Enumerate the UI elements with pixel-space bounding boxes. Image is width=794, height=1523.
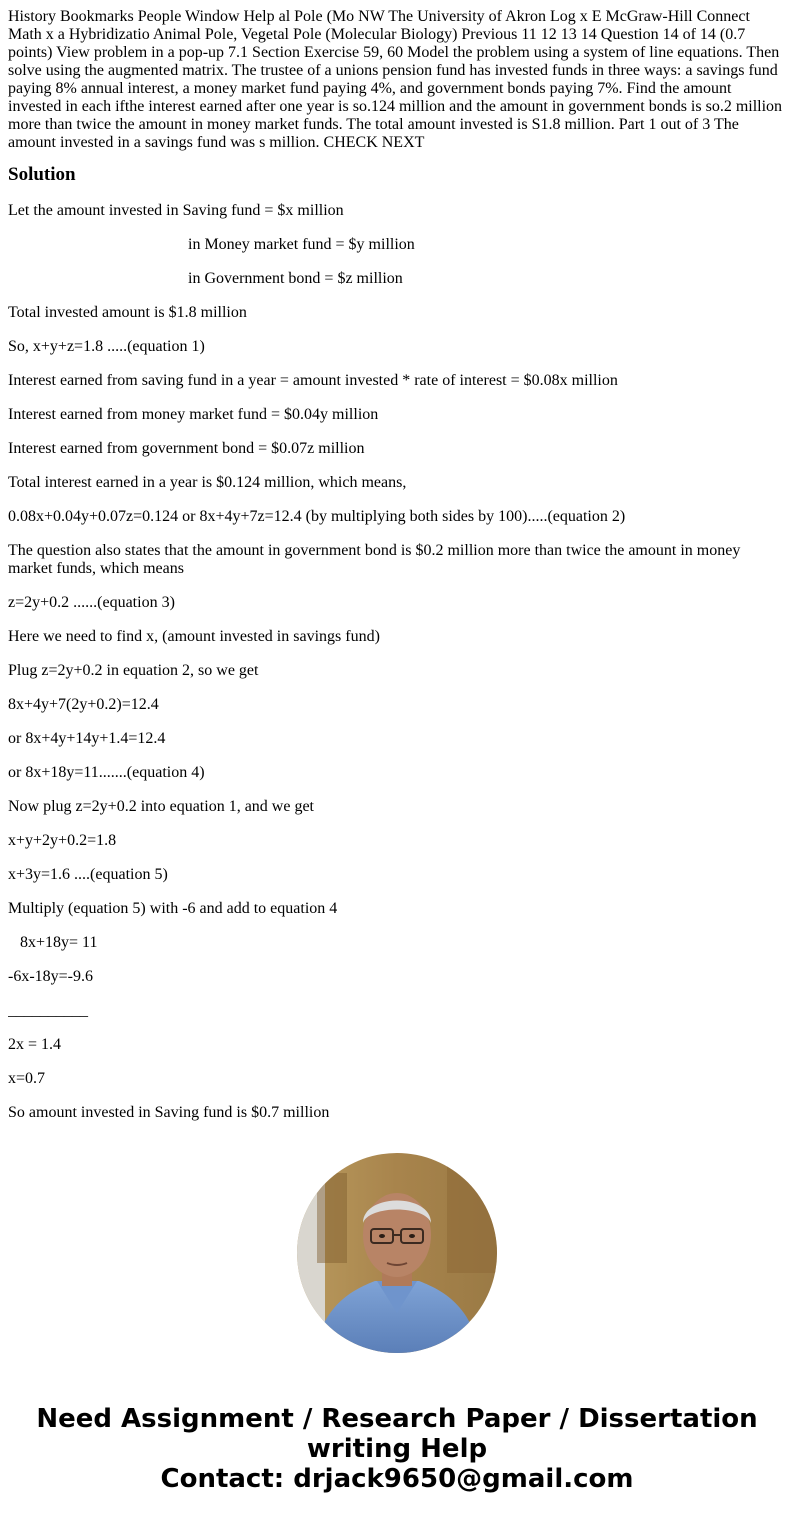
solution-line: in Money market fund = $y million — [188, 236, 415, 253]
solution-line: 8x+18y= 11 — [8, 934, 98, 951]
solution-line: Multiply (equation 5) with -6 and add to equation 4 — [8, 900, 338, 917]
question-text: History Bookmarks People Window Help al Pole (Mo NW The University of Akron Log x E McGraw-Hill Connect Math x a Hybridizatio Animal Pole, Vegetal Pole (Molecular Biology) Previous 11 12 13 14 Question 14 of 14 (0.7 points) View problem in a pop-up 7.1 Section Exercise 59, 60 Model the problem using a system of line equations. Then solve using the augmented matrix. The trustee of a unions pension fund has invested funds in three ways: a savings fund paying 8% annual interest, a money market fund paying 4%, and government bonds paying 7%. Find the amount invested in each ifthe interest earned after one year is so.124 million and the amount in government bonds is so.2 million more than twice the amount in money market funds. The total amount invested is S1.8 million. Part 1 out of 3 The amount invested in a savings fund was s million. CHECK NEXT — [8, 8, 783, 151]
solution-line: So amount invested in Saving fund is $0.7 million — [8, 1104, 330, 1121]
solution-line: Interest earned from saving fund in a year = amount invested * rate of interest = $0.08x million — [8, 372, 618, 389]
solution-line: Plug z=2y+0.2 in equation 2, so we get — [8, 662, 259, 679]
solution-line: So, x+y+z=1.8 .....(equation 1) — [8, 338, 205, 355]
solution-line: Here we need to find x, (amount invested in savings fund) — [8, 628, 380, 645]
solution-line: x+y+2y+0.2=1.8 — [8, 832, 117, 849]
promo-banner — [0, 1404, 794, 1494]
promo-line: writing Help — [306, 1434, 488, 1464]
solution-line: or 8x+4y+14y+1.4=12.4 — [8, 730, 166, 747]
solution-line: Interest earned from government bond = $0.07z million — [8, 440, 365, 457]
solution-line: Total interest earned in a year is $0.124 million, which means, — [8, 474, 407, 491]
solution-line: -6x-18y=-9.6 — [8, 968, 94, 985]
solution-line: Total invested amount is $1.8 million — [8, 304, 247, 321]
solution-line: x=0.7 — [8, 1070, 46, 1087]
solution-line: Let the amount invested in Saving fund = $x million — [8, 202, 344, 219]
solution-line: in Government bond = $z million — [188, 270, 403, 287]
solution-line: x+3y=1.6 ....(equation 5) — [8, 866, 168, 883]
promo-contact: Contact: drjack9650@gmail.com — [160, 1464, 634, 1494]
solution-line: 2x = 1.4 — [8, 1036, 62, 1053]
solution-line: __________ — [8, 1002, 88, 1019]
author-avatar — [297, 1153, 497, 1353]
solution-line: The question also states that the amount in government bond is $0.2 million more than twice the amount in money market funds, which means — [8, 542, 741, 577]
document-content — [8, 8, 786, 1122]
solution-line: or 8x+18y=11.......(equation 4) — [8, 764, 205, 781]
solution-line: Interest earned from money market fund = $0.04y million — [8, 406, 379, 423]
solution-line: 8x+4y+7(2y+0.2)=12.4 — [8, 696, 159, 713]
solution-line: z=2y+0.2 ......(equation 3) — [8, 594, 175, 611]
solution-line: Now plug z=2y+0.2 into equation 1, and we get — [8, 798, 314, 815]
promo-line: Need Assignment / Research Paper / Dissertation — [36, 1404, 758, 1434]
solution-line: 0.08x+0.04y+0.07z=0.124 or 8x+4y+7z=12.4 (by multiplying both sides by 100).....(equation 2) — [8, 508, 626, 525]
solution-heading: Solution — [8, 164, 76, 185]
